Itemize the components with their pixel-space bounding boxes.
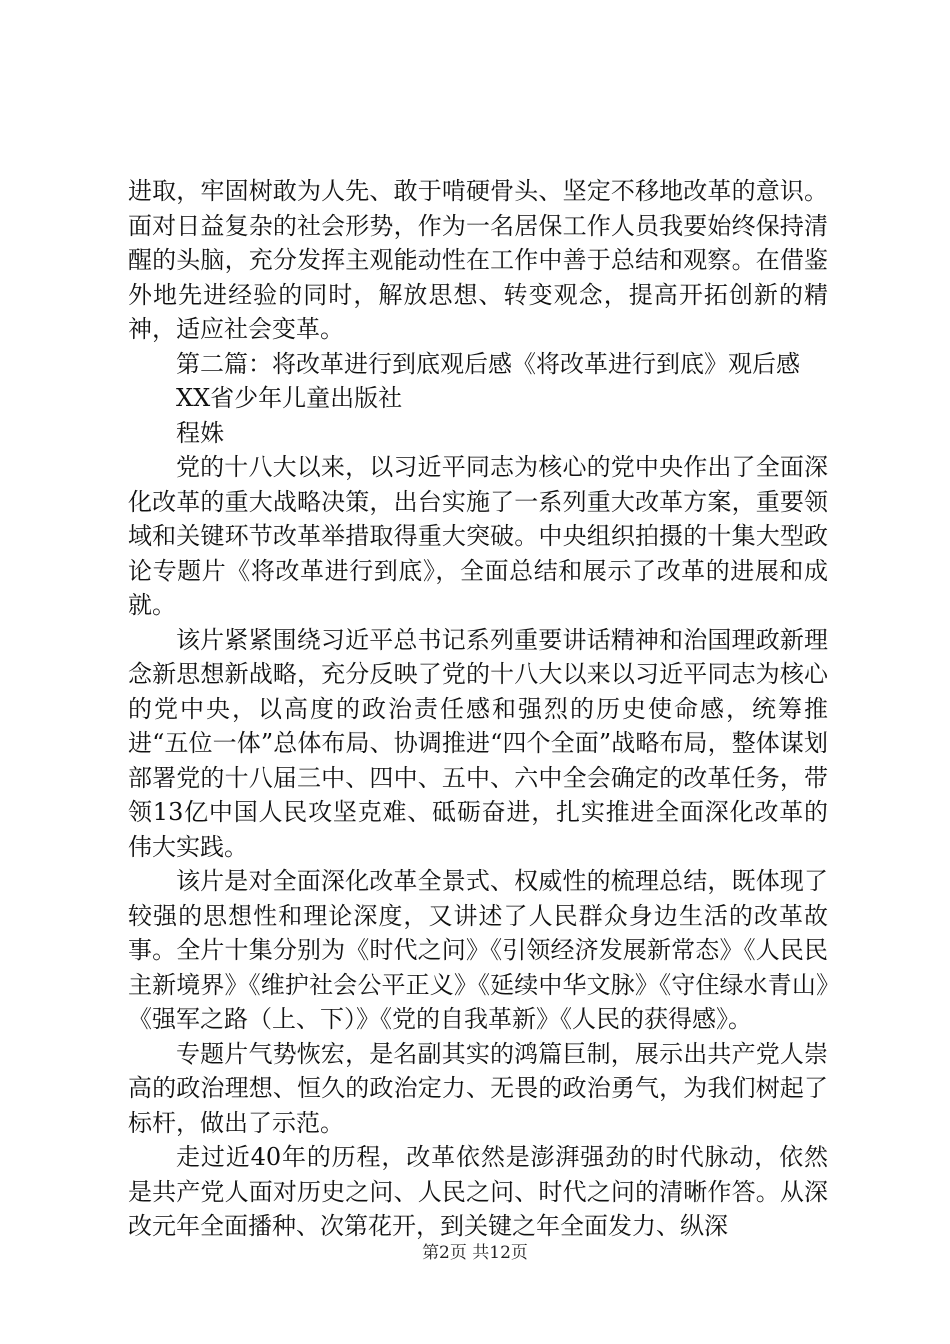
document-body <box>128 174 828 1244</box>
paragraph-6: 该片紧紧围绕习近平总书记系列重要讲话精神和治国理政新理念新思想新战略，充分反映了党的十八大以来以习近平同志为核心的党中央，以高度的政治责任感和强烈的历史使命感，统筹推进“五位一体”总体布局、协调推进“四个全面”战略布局，整体谋划部署党的十八届三中、四中、五中、六中全会确定的改革任务，带领13亿中国人民攻坚克难、砥砺奋进，扎实推进全面深化改革的伟大实践。 <box>128 625 828 861</box>
page-number-footer: 第2页 共12页 <box>422 1243 528 1263</box>
paragraph-7: 该片是对全面深化改革全景式、权威性的梳理总结，既体现了较强的思想性和理论深度，又讲述了人民群众身边生活的改革故事。全片十集分别为《时代之问》《引领经济发展新常态》《人民民主新境界》《维护社会公平正义》《延续中华文脉》《守住绿水青山》《强军之路（上、下）》《党的自我革新》《人民的获得感》。 <box>128 867 828 1033</box>
chapter-heading: 第二篇：将改革进行到底观后感《将改革进行到底》观后感 <box>176 349 800 378</box>
paragraph-9: 走过近40年的历程，改革依然是澎湃强劲的时代脉动，依然是共产党人面对历史之问、人民之问、时代之问的清晰作答。从深改元年全面播种、次第花开，到关键之年全面发力、纵深 <box>128 1143 828 1240</box>
publisher-line: XX省少年儿童出版社 <box>176 384 403 412</box>
paragraph-1: 进取，牢固树敢为人先、敢于啃硬骨头、坚定不移地改革的意识。面对日益复杂的社会形势，作为一名居保工作人员我要始终保持清醒的头脑，充分发挥主观能动性在工作中善于总结和观察。在借鉴外地先进经验的同时，解放思想、转变观念，提高开拓创新的精神，适应社会变革。 <box>128 177 828 343</box>
paragraph-8: 专题片气势恢宏，是名副其实的鸿篇巨制，展示出共产党人崇高的政治理想、恒久的政治定力、无畏的政治勇气，为我们树起了标杆，做出了示范。 <box>128 1039 828 1137</box>
author-line: 程姝 <box>176 418 224 447</box>
paragraph-5: 党的十八大以来，以习近平同志为核心的党中央作出了全面深化改革的重大战略决策，出台实施了一系列重大改革方案，重要领域和关键环节改革举措取得重大突破。中央组织拍摄的十集大型政论专题片《将改革进行到底》，全面总结和展示了改革的进展和成就。 <box>128 453 828 619</box>
